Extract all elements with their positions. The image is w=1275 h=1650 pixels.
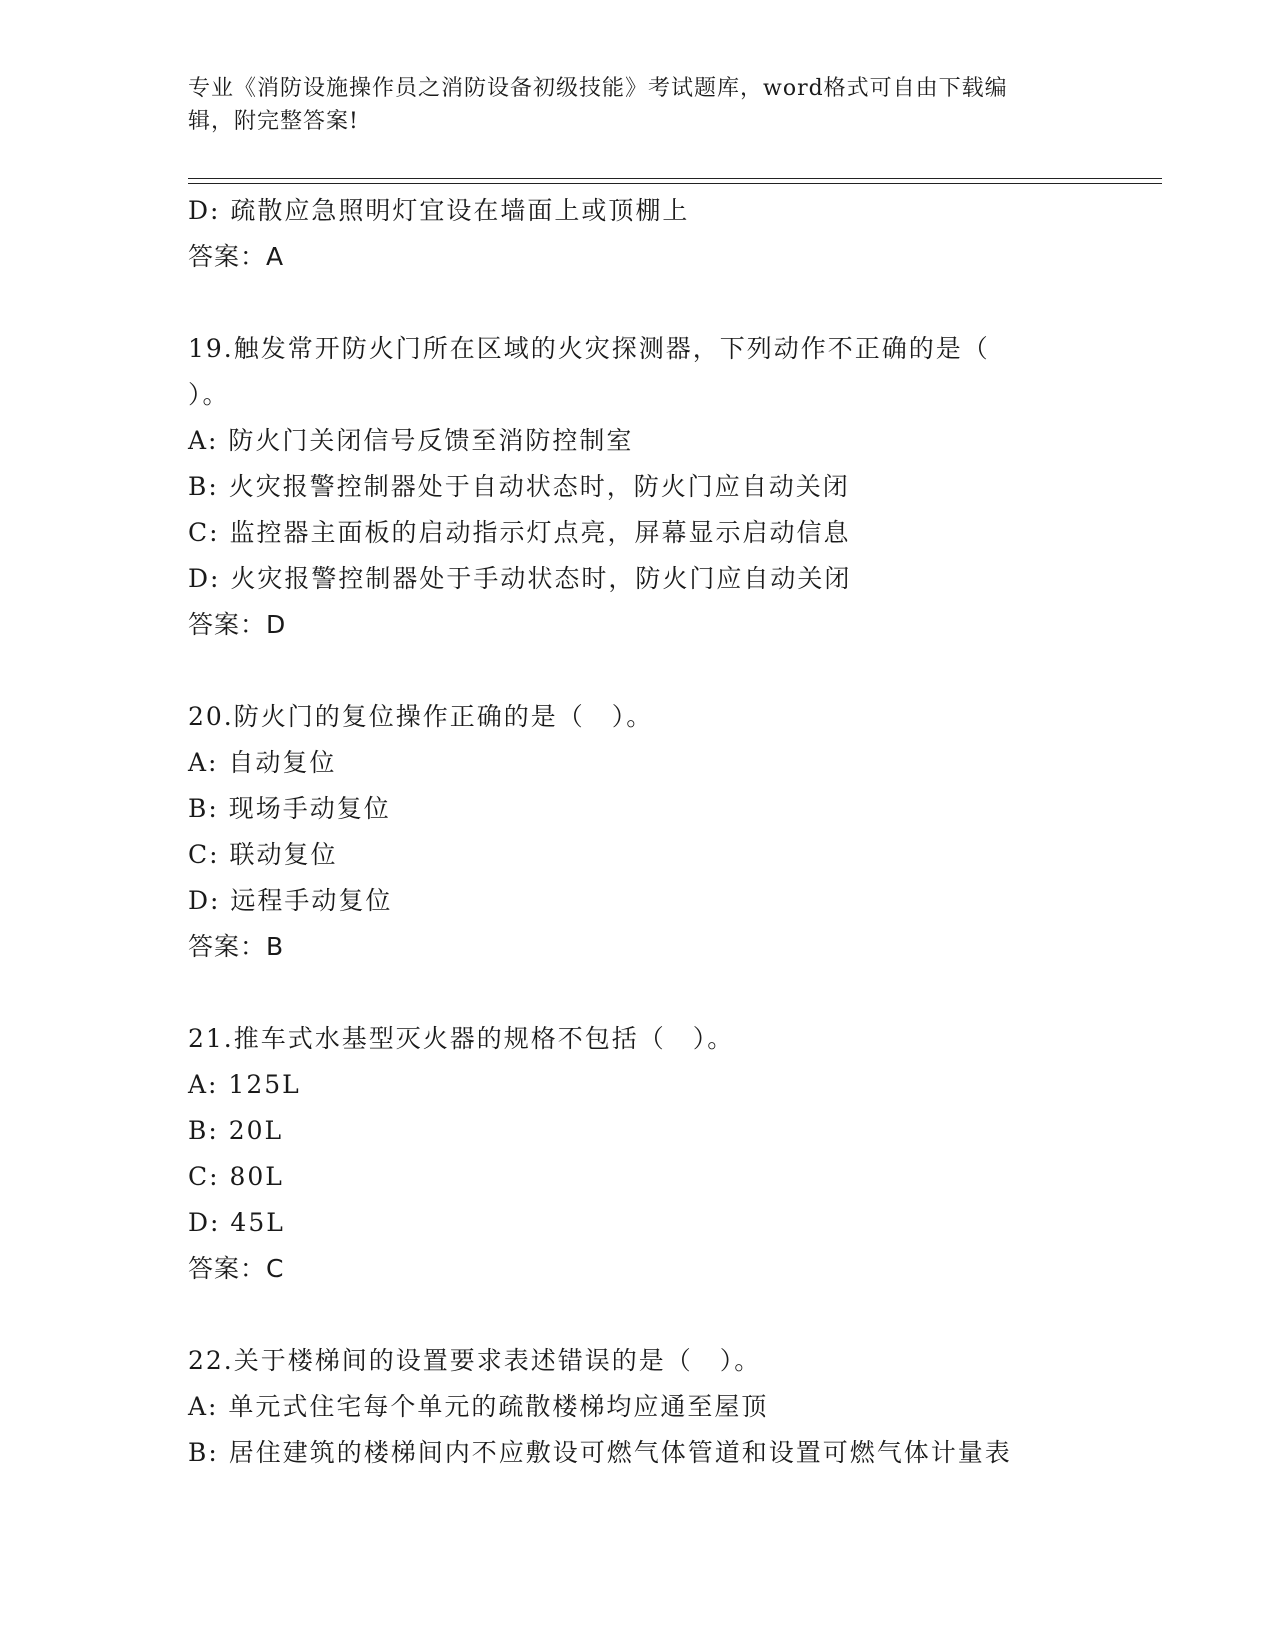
question-stem: 19.触发常开防火门所在区域的火灾探测器，下列动作不正确的是（ — [188, 334, 990, 363]
question-stem: 20.防火门的复位操作正确的是（ ）。 — [188, 702, 654, 731]
option-b: B: 现场手动复位 — [188, 794, 391, 823]
question-19 — [188, 326, 1148, 648]
answer: 答案：C — [188, 1254, 285, 1283]
spacer — [188, 280, 1148, 326]
option-a: A: 自动复位 — [188, 748, 337, 777]
document-header — [188, 72, 1088, 138]
spacer — [188, 1292, 1148, 1338]
option-b: B: 居住建筑的楼梯间内不应敷设可燃气体管道和设置可燃气体计量表 — [188, 1438, 1012, 1467]
question-stem: 21.推车式水基型灭火器的规格不包括（ ）。 — [188, 1024, 735, 1053]
header-line-2: 辑，附完整答案! — [188, 109, 359, 134]
option-a: A: 单元式住宅每个单元的疏散楼梯均应通至屋顶 — [188, 1392, 769, 1421]
question-22 — [188, 1338, 1148, 1476]
header-divider-bottom — [188, 183, 1162, 184]
header-line-1: 专业《消防设施操作员之消防设备初级技能》考试题库，word格式可自由下载编 — [188, 76, 1008, 101]
option-d: D: 远程手动复位 — [188, 886, 393, 915]
option-a: A: 125L — [188, 1070, 301, 1099]
question-stem: 22.关于楼梯间的设置要求表述错误的是（ ）。 — [188, 1346, 762, 1375]
header-divider-top — [188, 178, 1162, 179]
option-d: D: 火灾报警控制器处于手动状态时，防火门应自动关闭 — [188, 564, 852, 593]
question-list — [188, 188, 1148, 1476]
q18-option-d: D: 疏散应急照明灯宜设在墙面上或顶棚上 — [188, 196, 690, 225]
option-d: D: 45L — [188, 1208, 285, 1237]
option-c: C: 监控器主面板的启动指示灯点亮，屏幕显示启动信息 — [188, 518, 851, 547]
option-c: C: 80L — [188, 1162, 284, 1191]
q18-answer: 答案：A — [188, 242, 285, 271]
spacer — [188, 648, 1148, 694]
answer: 答案：B — [188, 932, 285, 961]
option-c: C: 联动复位 — [188, 840, 338, 869]
question-20 — [188, 694, 1148, 970]
option-a: A: 防火门关闭信号反馈至消防控制室 — [188, 426, 634, 455]
spacer — [188, 970, 1148, 1016]
option-b: B: 20L — [188, 1116, 284, 1145]
question-stem-continued: ）。 — [188, 380, 230, 409]
answer: 答案：D — [188, 610, 287, 639]
question-21 — [188, 1016, 1148, 1292]
option-b: B: 火灾报警控制器处于自动状态时，防火门应自动关闭 — [188, 472, 850, 501]
